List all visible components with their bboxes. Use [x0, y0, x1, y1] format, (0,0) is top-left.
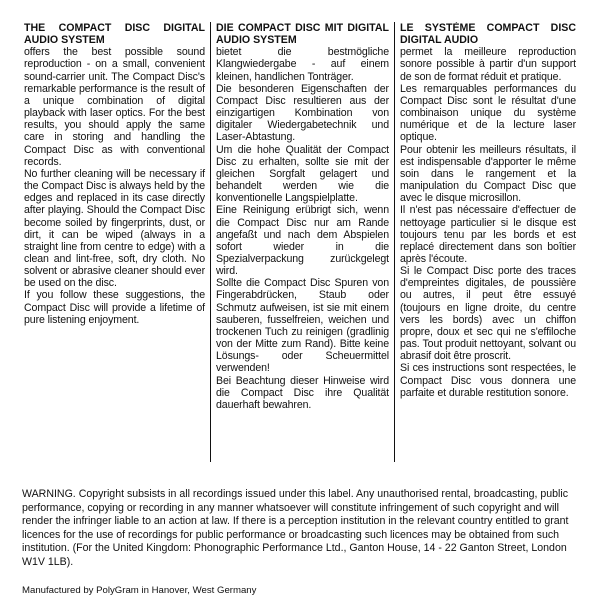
french-column — [394, 22, 581, 462]
manufacturer-note: Manufactured by PolyGram in Hanover, West Germany — [22, 585, 257, 596]
french-paragraph: Si le Compact Disc porte des traces d'empreintes digitales, de poussière ou autres, il peut être essuyé (toujours en ligne droite, du centre vers les bords) avec un chiffon propre, doux et sec qui ne s'effiloche pas. Tout produit nettoyant, solvant ou abrasif doit être proscrit. — [400, 265, 576, 363]
english-heading: THE COMPACT DISC DIGITAL AUDIO SYSTEM — [24, 22, 205, 47]
german-paragraph: Um die hohe Qualität der Compact Disc zu erhalten, sollte sie mit der gleichen Sorgfalt gelagert und behandelt werden wie die konventionelle Langspielplatte. — [216, 143, 389, 205]
three-language-columns — [22, 22, 581, 462]
french-paragraph: Les remarquables performances du Compact Disc sont le résultat d'une combinaison unique du système numérique et de la lecture laser optique. — [400, 82, 576, 144]
english-paragraph: No further cleaning will be necessary if the Compact Disc is always held by the edges and replaced in its case directly after playing. Should the Compact Disc become soiled by fingerprints, dust, or dirt, it can be wiped (always in a straight line from centre to edge) with a clean and lint-free, soft, dry cloth. No solvent or abrasive cleaner should ever be used on the disc. — [24, 167, 205, 290]
english-column — [22, 22, 210, 462]
french-heading: LE SYSTÈME COMPACT DISC DIGITAL AUDIO — [400, 22, 576, 47]
french-paragraph: Pour obtenir les meilleurs résultats, il est indispensable d'apporter le même soin dans le rangement et la manipulation du Compact Disc que avec le disque microsillon. — [400, 143, 576, 205]
german-paragraph: Die besonderen Eigenschaften der Compact Disc resultieren aus der einzigartigen Kombination von digitaler Wiedergabetechnik und Laser-Abtastung. — [216, 82, 389, 144]
french-paragraph: permet la meilleure reproduction sonore possible à partir d'un support de son de format réduit et pratique. — [400, 46, 576, 83]
english-paragraph: If you follow these suggestions, the Compact Disc will provide a lifetime of pure listening enjoyment. — [24, 289, 205, 326]
french-paragraph: Il n'est pas nécessaire d'effectuer de nettoyage particulier si le disque est toujours tenu par les bords et est replacé directement dans son boîtier après l'écoute. — [400, 204, 576, 265]
english-paragraph: offers the best possible sound reproduction - on a small, convenient sound-carrier unit. The Compact Disc's remarkable performance is the result of a unique combination of digital playback with laser optics. For the best results, you should apply the same care in storing and handling the Compact Disc as with conventional records. — [24, 46, 205, 168]
german-column — [210, 22, 394, 462]
german-paragraph: Sollte die Compact Disc Spuren von Fingerabdrücken, Staub oder Schmutz aufweisen, ist sie mit einem sauberen, fusselfreien, weichen und trockenen Tuch zu reinigen (gradlinig von der Mitte zum Rand). Bitte keine Lösungs- oder Scheuermittel verwenden! — [216, 277, 389, 375]
french-paragraph: Si ces instructions sont respectées, le Compact Disc vous donnera une parfaite et durable restitution sonore. — [400, 362, 576, 399]
german-paragraph: Bei Beachtung dieser Hinweise wird die Compact Disc ihre Qualität dauerhaft bewahren. — [216, 374, 389, 411]
german-paragraph: Eine Reinigung erübrigt sich, wenn die Compact Disc nur am Rande angefaßt und nach dem Abspielen sofort wieder in die Spezialverpackung zurückgelegt wird. — [216, 204, 389, 278]
german-heading: DIE COMPACT DISC MIT DIGITAL AUDIO SYSTEM — [216, 22, 389, 47]
german-paragraph: bietet die bestmögliche Klangwiedergabe - auf einem kleinen, handlichen Tonträger. — [216, 46, 389, 83]
copyright-warning: WARNING. Copyright subsists in all recordings issued under this label. Any unauthorised rental, broadcasting, public performance, copying or recording in any manner whatsoever will constitute infringement of such copyright and will render the infringer liable to an action at law. If there is a perception institution in the relevant country entitled to grant licences for the use of recordings for public performance or broadcasting such licences may be obtained from such institution. (For the United Kingdom: Phonographic Performance Ltd., Ganton House, 14 - 22 Ganton Street, London W1V 1LB). — [22, 488, 569, 568]
